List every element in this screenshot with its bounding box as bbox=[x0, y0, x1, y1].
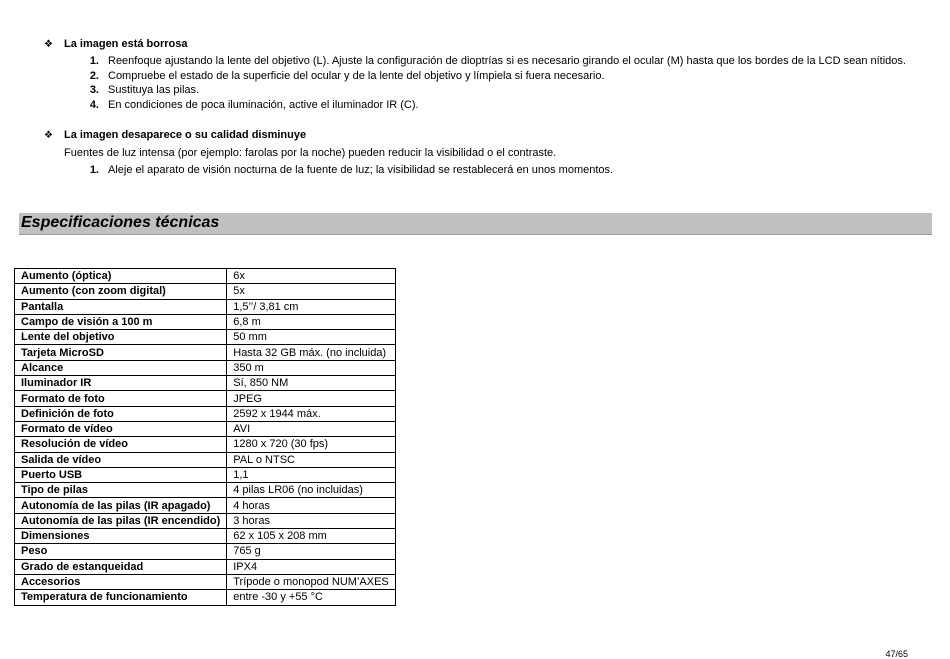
spec-value: 4 horas bbox=[227, 498, 396, 513]
spec-value: 1,5’’/ 3,81 cm bbox=[227, 299, 396, 314]
spec-key: Formato de vídeo bbox=[15, 421, 227, 436]
spec-value: PAL o NTSC bbox=[227, 452, 396, 467]
table-row bbox=[15, 559, 396, 574]
table-row bbox=[15, 513, 396, 528]
spec-value: 765 g bbox=[227, 544, 396, 559]
spec-value: 62 x 105 x 208 mm bbox=[227, 529, 396, 544]
step-text: Reenfoque ajustando la lente del objetivo (L). Ajuste la configuración de dioptrías si es necesario girando el ocular (M) hasta que los bordes de la LCD sean nítidos. bbox=[108, 55, 906, 67]
table-row bbox=[15, 421, 396, 436]
list-item: 4. En condiciones de poca iluminación, active el iluminador IR (C). bbox=[89, 99, 419, 112]
table-row bbox=[15, 299, 396, 314]
spec-key: Resolución de vídeo bbox=[15, 437, 227, 452]
table-row bbox=[15, 483, 396, 498]
section-heading-band bbox=[19, 213, 932, 235]
table-row bbox=[15, 544, 396, 559]
list-item: 3. Sustituya las pilas. bbox=[89, 84, 200, 97]
spec-value: JPEG bbox=[227, 391, 396, 406]
table-row bbox=[15, 590, 396, 605]
spec-key: Definición de foto bbox=[15, 406, 227, 421]
table-row bbox=[15, 284, 396, 299]
spec-key: Peso bbox=[15, 544, 227, 559]
spec-key: Autonomía de las pilas (IR apagado) bbox=[15, 498, 227, 513]
table-row bbox=[15, 498, 396, 513]
spec-value: 6,8 m bbox=[227, 314, 396, 329]
spec-value: 2592 x 1944 máx. bbox=[227, 406, 396, 421]
list-item: 1. Aleje el aparato de visión nocturna de la fuente de luz; la visibilidad se restablecerá en unos momentos. bbox=[89, 164, 614, 176]
spec-key: Temperatura de funcionamiento bbox=[15, 590, 227, 605]
table-row bbox=[15, 452, 396, 467]
spec-key: Grado de estanqueidad bbox=[15, 559, 227, 574]
table-row bbox=[15, 529, 396, 544]
trouble-heading bbox=[44, 127, 613, 143]
table-row bbox=[15, 345, 396, 360]
table-row bbox=[15, 406, 396, 421]
steps-list bbox=[44, 54, 906, 113]
table-row bbox=[15, 574, 396, 589]
table-row bbox=[15, 391, 396, 406]
steps-list bbox=[44, 163, 613, 178]
spec-key: Autonomía de las pilas (IR encendido) bbox=[15, 513, 227, 528]
trouble-section-fading bbox=[44, 127, 613, 178]
spec-key: Dimensiones bbox=[15, 529, 227, 544]
trouble-title: La imagen está borrosa bbox=[64, 38, 188, 50]
spec-value: 1280 x 720 (30 fps) bbox=[227, 437, 396, 452]
table-row bbox=[15, 376, 396, 391]
trouble-title: La imagen desaparece o su calidad disminuye bbox=[64, 129, 307, 141]
spec-value: 6x bbox=[227, 269, 396, 284]
spec-key: Aumento (con zoom digital) bbox=[15, 284, 227, 299]
spec-value: 1,1 bbox=[227, 467, 396, 482]
spec-value: 350 m bbox=[227, 360, 396, 375]
spec-key: Accesorios bbox=[15, 574, 227, 589]
spec-value: 5x bbox=[227, 284, 396, 299]
table-row bbox=[15, 437, 396, 452]
spec-key: Tarjeta MicroSD bbox=[15, 345, 227, 360]
diamond-bullet-icon: ❖ bbox=[44, 38, 53, 50]
spec-key: Campo de visión a 100 m bbox=[15, 314, 227, 329]
spec-value: 50 mm bbox=[227, 330, 396, 345]
step-text: Aleje el aparato de visión nocturna de la fuente de luz; la visibilidad se restablecerá en unos momentos. bbox=[108, 164, 614, 176]
spec-key: Iluminador IR bbox=[15, 376, 227, 391]
spec-value: 3 horas bbox=[227, 513, 396, 528]
table-row bbox=[15, 314, 396, 329]
spec-value: entre -30 y +55 °C bbox=[227, 590, 396, 605]
spec-key: Aumento (óptica) bbox=[15, 269, 227, 284]
trouble-note: Fuentes de luz intensa (por ejemplo: farolas por la noche) pueden reducir la visibilidad o el contraste. bbox=[64, 147, 557, 159]
spec-key: Pantalla bbox=[15, 299, 227, 314]
step-text: Sustituya las pilas. bbox=[108, 84, 200, 97]
list-item: 2. Compruebe el estado de la superficie del ocular y de la lente del objetivo y límpiela si fuera necesario. bbox=[89, 69, 605, 82]
table-row bbox=[15, 467, 396, 482]
table-row bbox=[15, 330, 396, 345]
specs-heading: Especificaciones técnicas bbox=[21, 214, 220, 231]
spec-key: Puerto USB bbox=[15, 467, 227, 482]
spec-value: IPX4 bbox=[227, 559, 396, 574]
step-text: Compruebe el estado de la superficie del ocular y de la lente del objetivo y límpiela si fuera necesario. bbox=[108, 69, 605, 82]
trouble-heading bbox=[44, 36, 906, 52]
step-text: En condiciones de poca iluminación, active el iluminador IR (C). bbox=[108, 99, 419, 112]
diamond-bullet-icon: ❖ bbox=[44, 129, 53, 141]
spec-value: 4 pilas LR06 (no incluidas) bbox=[227, 483, 396, 498]
list-item: 1. Reenfoque ajustando la lente del objetivo (L). Ajuste la configuración de dioptrías si es necesario girando el ocular (M) hasta que los bordes de la LCD sean nítidos. bbox=[89, 55, 906, 67]
spec-key: Alcance bbox=[15, 360, 227, 375]
specs-table bbox=[14, 268, 396, 606]
spec-key: Salida de vídeo bbox=[15, 452, 227, 467]
spec-value: Hasta 32 GB máx. (no incluida) bbox=[227, 345, 396, 360]
spec-value: Sí, 850 NM bbox=[227, 376, 396, 391]
spec-key: Lente del objetivo bbox=[15, 330, 227, 345]
spec-value: Trípode o monopod NUM’AXES bbox=[227, 574, 396, 589]
page-number: 47/65 bbox=[885, 649, 908, 659]
spec-value: AVI bbox=[227, 421, 396, 436]
table-row bbox=[15, 269, 396, 284]
trouble-section-blurry bbox=[44, 36, 906, 113]
spec-key: Tipo de pilas bbox=[15, 483, 227, 498]
table-row bbox=[15, 360, 396, 375]
spec-key: Formato de foto bbox=[15, 391, 227, 406]
